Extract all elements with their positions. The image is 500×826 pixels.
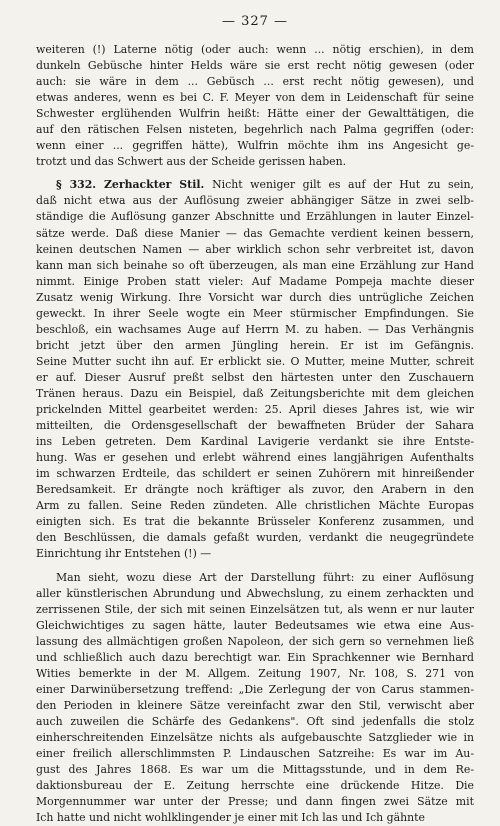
- text-line: auf den rätischen Felsen nisteten, begehrlich nach Palma gegriffen (oder:: [36, 122, 474, 138]
- text-line: den Beschlüssen, die damals gefaßt wurden, verdankt die neugegründete: [36, 530, 474, 546]
- text-line: daktionsbureau der E. Zeitung herrschte eine drückende Hitze. Die: [36, 778, 474, 794]
- text-line: Zusatz wenig Wirkung. Ihre Vorsicht war durch dies untrügliche Zeichen: [36, 290, 474, 306]
- text-line: auch: sie wäre in dem ... Gebüsch ... erst recht nötig gewesen), und: [36, 74, 474, 90]
- text-line: Seine Mutter sucht ihn auf. Er erblickt sie. O Mutter, meine Mutter, schreit: [36, 354, 474, 370]
- text-line: Ich hatte und nicht wohlklingender je einer mit Ich las und Ich gähnte: [36, 810, 474, 826]
- text-line: Arm zu fallen. Seine Reden zündeten. Alle christlichen Mächte Europas: [36, 498, 474, 514]
- text-line: den Perioden in kleinere Sätze vereinfacht zwar den Stil, verwischt aber: [36, 698, 474, 714]
- text-line: Gleichwichtiges zu sagen hätte, lauter Bedeutsames wie etwa eine Aus-: [36, 618, 474, 634]
- text-line: lassung des allmächtigen großen Napoleon, der sich gern so vernehmen ließ: [36, 634, 474, 650]
- text-line: zerrissenen Stile, der sich mit seinen Einzelsätzen tut, als wenn er nur lauter: [36, 602, 474, 618]
- text-line: kann man sich beinahe so oft überzeugen, als man eine Erzählung zur Hand: [36, 258, 474, 274]
- text-line: keinen deutschen Namen — aber wirklich schon sehr verbreitet ist, davon: [36, 242, 474, 258]
- paragraph-style-critique: [36, 570, 474, 826]
- text-line: einherschreitenden Einzelsätze nichts als aufgebauschte Satzglieder wie in: [36, 730, 474, 746]
- text-line: aller künstlerischen Abrundung und Abwechslung, zu einem zerhackten und: [36, 586, 474, 602]
- text-line: Einrichtung ihr Entstehen (!) —: [36, 546, 474, 562]
- text-line-body: Nicht weniger gilt es auf der Hut zu sein,: [212, 178, 474, 191]
- text-line: weiteren (!) Laterne nötig (oder auch: wenn ... nötig erschien), in dem: [36, 42, 474, 58]
- text-line: nimmt. Einige Proben statt vieler: Auf Madame Pompeja machte dieser: [36, 274, 474, 290]
- text-line: einer Darwinübersetzung treffend: „Die Zerlegung der von Carus stammen-: [36, 682, 474, 698]
- text-line: dunkeln Gebüsche hinter Helds wäre sie erst recht nötig gewesen (oder: [36, 58, 474, 74]
- text-line: sätze werde. Daß diese Manier — das Gemachte verdient keinen bessern,: [36, 226, 474, 242]
- text-line: mitteilten, die Ordensgesellschaft der bewaffneten Brüder der Sahara: [36, 418, 474, 434]
- text-line: ins Leben getreten. Dem Kardinal Lavigerie verdankt sie ihre Entste-: [36, 434, 474, 450]
- paragraph-gap: [36, 170, 474, 177]
- text-line: und schließlich auch dazu berechtigt war. Ein Sprachkenner wie Bernhard: [36, 650, 474, 666]
- text-line: ständige die Auflösung ganzer Abschnitte und Erzählungen in lauter Einzel-: [36, 209, 474, 225]
- text-line: einer freilich allerschlimmsten P. Lindauschen Satzreihe: Es war im Au-: [36, 746, 474, 762]
- text-line: hung. Was er gesehen und erlebt während eines langjährigen Aufenthalts: [36, 450, 474, 466]
- text-line: geweckt. In ihrer Seele wogte ein Meer stürmischer Empfindungen. Sie: [36, 306, 474, 322]
- text-line: Wities bemerkte in der M. Allgem. Zeitung 1907, Nr. 108, S. 271 von: [36, 666, 474, 682]
- text-line: er auf. Dieser Ausruf preßt selbst den härtesten unter den Zuschauern: [36, 370, 474, 386]
- paragraph-gap: [36, 563, 474, 570]
- text-line: [36, 177, 474, 193]
- text-line: Beredsamkeit. Er drängte noch kräftiger als zuvor, den Arabern in den: [36, 482, 474, 498]
- page-number: — 327 —: [36, 0, 474, 36]
- text-line: gust des Jahres 1868. Es war um die Mittagsstunde, und in dem Re-: [36, 762, 474, 778]
- text-line: bricht jetzt über den armen Jüngling herein. Er ist im Gefängnis.: [36, 338, 474, 354]
- text-line: beschloß, ein wachsames Auge auf Herrn M. zu haben. — Das Verhängnis: [36, 322, 474, 338]
- text-line: trotzt und das Schwert aus der Scheide gerissen haben.: [36, 154, 474, 170]
- text-line: Morgennummer war unter der Presse; und dann fingen zwei Sätze mit: [36, 794, 474, 810]
- text-line: prickelnden Mittel gearbeitet werden: 25. April dieses Jahres ist, wie wir: [36, 402, 474, 418]
- text-line: im schwarzen Erdteile, das schildert er seinen Zuhörern mit hinreißender: [36, 466, 474, 482]
- text-line: einigten sich. Es trat die bekannte Brüsseler Konferenz zusammen, und: [36, 514, 474, 530]
- paragraph-continuation: [36, 42, 474, 170]
- section-heading: § 332. Zerhackter Stil.: [56, 178, 212, 191]
- text-line: Tränen heraus. Dazu ein Beispiel, daß Zeitungsberichte mit dem gleichen: [36, 386, 474, 402]
- text-line: daß nicht etwa aus der Auflösung zweier abhängiger Sätze in zwei selb-: [36, 193, 474, 209]
- text-line: Man sieht, wozu diese Art der Darstellung führt: zu einer Auflösung: [36, 570, 474, 586]
- text-line: etwas anderes, wenn es bei C. F. Meyer von dem in Leidenschaft für seine: [36, 90, 474, 106]
- paragraph-section-332: [36, 177, 474, 562]
- text-line: Schwester erglühenden Wulfrin heißt: Hätte einer der Gewalttätigen, die: [36, 106, 474, 122]
- text-line: auch zuweilen die Schärfe des Gedankens". Oft sind jedenfalls die stolz: [36, 714, 474, 730]
- text-line: wenn einer ... gegriffen hätte), Wulfrin möchte ihm ins Angesicht ge-: [36, 138, 474, 154]
